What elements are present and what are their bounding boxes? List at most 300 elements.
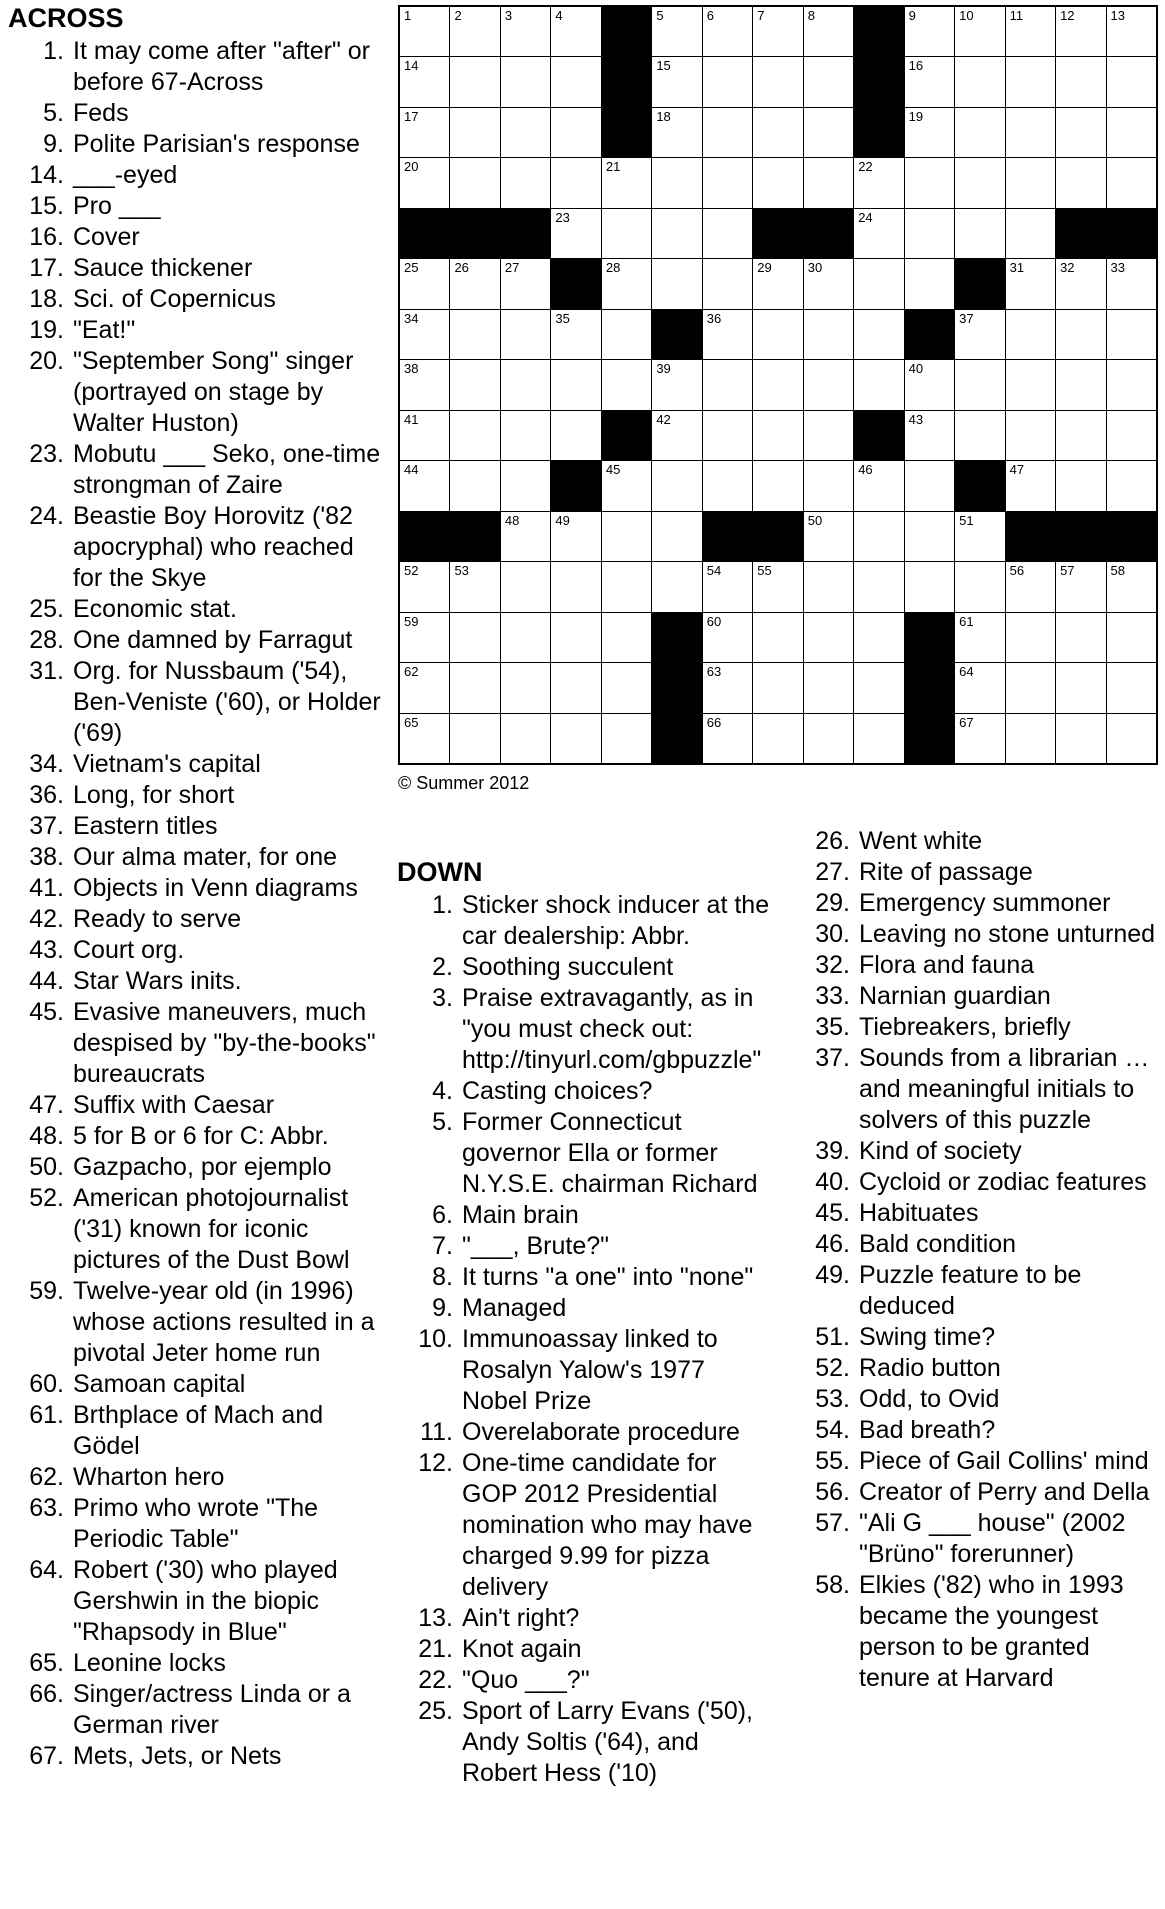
grid-cell[interactable] [955,158,1004,207]
grid-cell[interactable] [753,57,802,106]
clue-text: Mobutu ___ Seko, one-time strongman of Zaire [73,440,381,499]
clue-item [8,997,388,1090]
grid-block [652,310,701,359]
clue-number: 33. [815,982,850,1010]
grid-cell[interactable] [1006,461,1055,510]
grid-cell[interactable] [804,259,853,308]
clue-text: Court org. [73,936,185,964]
grid-cell[interactable] [703,714,752,763]
grid-cell[interactable] [955,411,1004,460]
cell-number: 14 [404,58,419,74]
clue-number: 28. [29,626,64,654]
grid-cell[interactable] [652,209,701,258]
grid-cell[interactable] [1006,108,1055,157]
clue-number: 63. [29,1494,64,1522]
cell-number: 57 [1060,563,1075,579]
grid-cell[interactable] [703,613,752,662]
clue-text: Our alma mater, for one [73,843,338,871]
grid-cell[interactable] [804,613,853,662]
grid-cell[interactable] [652,461,701,510]
cell-number: 21 [605,159,621,175]
grid-cell[interactable] [652,512,701,561]
grid-cell[interactable] [905,209,954,258]
clue-number: 16. [29,223,64,251]
clue-number: 37. [29,812,64,840]
grid-cell[interactable] [400,259,449,308]
clue-item [794,919,1164,950]
grid-cell[interactable] [905,411,954,460]
grid-cell[interactable] [1056,714,1105,763]
grid-cell[interactable] [804,461,853,510]
grid-cell[interactable] [1006,259,1055,308]
cell-number: 38 [404,361,419,377]
grid-cell[interactable] [905,7,954,56]
grid-block [551,461,600,510]
grid-cell[interactable] [703,411,752,460]
clue-text: Economic stat. [73,595,237,623]
grid-cell[interactable] [955,209,1004,258]
grid-cell[interactable] [551,714,600,763]
clue-number: 9. [43,130,64,158]
grid-cell[interactable] [551,360,600,409]
grid-cell[interactable] [703,209,752,258]
grid-cell[interactable] [501,158,550,207]
grid-cell[interactable] [1006,411,1055,460]
grid-cell[interactable] [1006,310,1055,359]
grid-cell[interactable] [1006,57,1055,106]
clue-text: Swing time? [859,1323,996,1351]
cell-number: 7 [757,8,765,23]
grid-cell[interactable] [400,7,449,56]
grid-cell[interactable] [551,562,600,611]
clue-item [397,1231,777,1262]
clue-item [397,1417,777,1448]
cell-number: 42 [656,411,671,427]
cell-number: 56 [1009,563,1025,579]
across-column [8,2,388,1772]
grid-cell[interactable] [400,310,449,359]
clue-number: 24. [29,502,64,530]
clue-item [397,1603,777,1634]
cell-number: 30 [807,260,823,276]
grid-cell[interactable] [501,512,550,561]
grid-cell[interactable] [804,7,853,56]
grid-cell[interactable] [703,310,752,359]
cell-number: 66 [706,714,722,730]
grid-cell[interactable] [1107,663,1156,712]
grid-cell[interactable] [1107,613,1156,662]
grid-cell[interactable] [804,512,853,561]
clue-text: Singer/actress Linda or a German river [73,1680,351,1739]
grid-cell[interactable] [501,57,550,106]
grid-cell[interactable] [703,663,752,712]
cell-number: 33 [1110,260,1125,276]
grid-cell[interactable] [450,411,499,460]
clue-number: 4. [432,1077,453,1105]
clue-number: 18. [29,285,64,313]
clue-number: 64. [29,1556,64,1584]
grid-cell[interactable] [450,108,499,157]
grid-cell[interactable] [652,57,701,106]
clue-item [397,1665,777,1696]
clue-item [794,1012,1164,1043]
grid-cell[interactable] [450,259,499,308]
grid-cell[interactable] [1056,7,1105,56]
grid-cell[interactable] [1056,562,1105,611]
grid-cell[interactable] [905,57,954,106]
grid-cell[interactable] [1056,57,1105,106]
grid-cell[interactable] [854,714,903,763]
clue-number: 2. [432,953,453,981]
crossword-grid [398,5,1158,765]
cell-number: 62 [404,664,419,680]
grid-cell[interactable] [501,360,550,409]
grid-cell[interactable] [955,108,1004,157]
grid-cell[interactable] [1006,360,1055,409]
grid-cell[interactable] [703,7,752,56]
grid-cell[interactable] [450,663,499,712]
cell-number: 8 [807,8,815,23]
clue-text: Evasive maneuvers, much despised by "by-the-books" bureaucrats [73,998,376,1088]
grid-cell[interactable] [703,259,752,308]
clue-text: "September Song" singer (portrayed on stage by Walter Huston) [73,347,354,437]
grid-cell[interactable] [1006,613,1055,662]
grid-cell[interactable] [450,310,499,359]
grid-block [854,57,903,106]
clue-text: Habituates [859,1199,979,1227]
grid-cell[interactable] [955,310,1004,359]
grid-cell[interactable] [1006,663,1055,712]
grid-cell[interactable] [905,562,954,611]
grid-cell[interactable] [753,714,802,763]
clue-item [794,1477,1164,1508]
clue-text: Sticker shock inducer at the car dealership: Abbr. [462,891,770,950]
grid-block [602,57,651,106]
grid-block [501,209,550,258]
clue-number: 8. [432,1263,453,1291]
grid-cell[interactable] [501,663,550,712]
clue-text: Polite Parisian's response [73,130,360,158]
grid-cell[interactable] [652,562,701,611]
grid-cell[interactable] [854,562,903,611]
grid-cell[interactable] [1056,360,1105,409]
grid-cell[interactable] [501,461,550,510]
grid-cell[interactable] [551,512,600,561]
grid-cell[interactable] [400,57,449,106]
grid-cell[interactable] [905,360,954,409]
clue-text: Vietnam's capital [73,750,261,778]
clue-text: Immunoassay linked to Rosalyn Yalow's 1977 Nobel Prize [462,1325,718,1415]
cell-number: 35 [555,310,570,326]
clue-item [8,1679,388,1741]
grid-cell[interactable] [955,360,1004,409]
clue-number: 40. [815,1168,850,1196]
grid-cell[interactable] [703,57,752,106]
grid-cell[interactable] [955,57,1004,106]
grid-block [753,512,802,561]
grid-cell[interactable] [1056,663,1105,712]
cell-number: 11 [1009,8,1024,23]
grid-cell[interactable] [602,714,651,763]
clue-text: Feds [73,99,129,127]
grid-cell[interactable] [804,411,853,460]
grid-cell[interactable] [905,461,954,510]
cell-number: 17 [404,108,419,124]
grid-block [905,714,954,763]
grid-cell[interactable] [854,663,903,712]
clue-text: Ain't right? [462,1604,580,1632]
grid-cell[interactable] [1107,461,1156,510]
grid-cell[interactable] [804,108,853,157]
clue-item [8,1369,388,1400]
clue-number: 34. [29,750,64,778]
grid-cell[interactable] [501,411,550,460]
grid-cell[interactable] [955,714,1004,763]
clue-item [8,284,388,315]
grid-cell[interactable] [400,714,449,763]
grid-cell[interactable] [551,108,600,157]
grid-cell[interactable] [450,7,499,56]
grid-cell[interactable] [753,360,802,409]
clue-number: 17. [29,254,64,282]
grid-cell[interactable] [1056,461,1105,510]
grid-cell[interactable] [1107,411,1156,460]
grid-cell[interactable] [753,158,802,207]
grid-cell[interactable] [652,411,701,460]
cell-number: 61 [959,613,974,629]
grid-cell[interactable] [804,562,853,611]
grid-cell[interactable] [1107,259,1156,308]
grid-cell[interactable] [400,562,449,611]
grid-cell[interactable] [703,461,752,510]
grid-cell[interactable] [400,158,449,207]
grid-cell[interactable] [501,310,550,359]
clue-item [794,1167,1164,1198]
grid-cell[interactable] [804,158,853,207]
clue-item [8,1152,388,1183]
grid-cell[interactable] [1107,57,1156,106]
clue-text: Eastern titles [73,812,218,840]
grid-block [1056,209,1105,258]
grid-cell[interactable] [804,714,853,763]
grid-cell[interactable] [450,714,499,763]
clue-number: 21. [418,1635,453,1663]
grid-cell[interactable] [1056,259,1105,308]
clue-text: 5 for B or 6 for C: Abbr. [73,1122,329,1150]
grid-cell[interactable] [905,259,954,308]
grid-cell[interactable] [602,512,651,561]
cell-number: 45 [605,462,621,478]
grid-cell[interactable] [1056,108,1105,157]
grid-cell[interactable] [905,108,954,157]
clue-number: 19. [29,316,64,344]
grid-cell[interactable] [703,360,752,409]
grid-cell[interactable] [905,158,954,207]
grid-cell[interactable] [1107,108,1156,157]
cell-number: 59 [404,613,419,629]
cell-number: 52 [404,563,419,579]
grid-cell[interactable] [1006,562,1055,611]
grid-cell[interactable] [400,613,449,662]
grid-cell[interactable] [753,663,802,712]
grid-cell[interactable] [1107,360,1156,409]
cell-number: 22 [858,159,873,175]
clue-number: 31. [29,657,64,685]
clue-item [8,439,388,501]
grid-cell[interactable] [1056,158,1105,207]
grid-cell[interactable] [854,461,903,510]
clue-text: One damned by Farragut [73,626,353,654]
grid-cell[interactable] [501,613,550,662]
cell-number: 15 [656,58,671,74]
grid-cell[interactable] [400,360,449,409]
grid-cell[interactable] [955,512,1004,561]
grid-block [652,714,701,763]
across-clue-list [8,36,388,1772]
grid-cell[interactable] [450,562,499,611]
grid-cell[interactable] [1107,310,1156,359]
grid-cell[interactable] [450,613,499,662]
grid-cell[interactable] [1056,310,1105,359]
down-clue-list [397,890,777,1789]
grid-cell[interactable] [753,7,802,56]
grid-cell[interactable] [450,158,499,207]
clue-text: Primo who wrote "The Periodic Table" [73,1494,319,1553]
clue-number: 49. [815,1261,850,1289]
clue-text: Suffix with Caesar [73,1091,275,1119]
grid-cell[interactable] [804,57,853,106]
clue-item [794,1229,1164,1260]
grid-cell[interactable] [753,461,802,510]
clue-text: Kind of society [859,1137,1022,1165]
grid-cell[interactable] [652,108,701,157]
grid-cell[interactable] [1107,714,1156,763]
grid-cell[interactable] [450,360,499,409]
grid-cell[interactable] [602,360,651,409]
grid-cell[interactable] [551,663,600,712]
grid-cell[interactable] [450,57,499,106]
grid-cell[interactable] [551,411,600,460]
grid-cell[interactable] [652,7,701,56]
clue-number: 43. [29,936,64,964]
grid-cell[interactable] [501,7,550,56]
grid-cell[interactable] [551,57,600,106]
grid-cell[interactable] [652,158,701,207]
cell-number: 29 [757,260,772,276]
grid-cell[interactable] [501,259,550,308]
grid-cell[interactable] [955,562,1004,611]
grid-cell[interactable] [854,613,903,662]
grid-cell[interactable] [854,209,903,258]
clue-item [794,1260,1164,1322]
grid-cell[interactable] [551,209,600,258]
grid-cell[interactable] [703,158,752,207]
grid-cell[interactable] [854,310,903,359]
grid-cell[interactable] [1006,714,1055,763]
clue-text: "___, Brute?" [462,1232,610,1260]
grid-cell[interactable] [703,108,752,157]
grid-cell[interactable] [905,512,954,561]
grid-cell[interactable] [753,310,802,359]
grid-cell[interactable] [551,310,600,359]
grid-cell[interactable] [602,663,651,712]
grid-cell[interactable] [450,461,499,510]
grid-cell[interactable] [753,613,802,662]
clue-number: 12. [418,1449,453,1477]
down-column [397,856,777,1789]
grid-cell[interactable] [804,663,853,712]
grid-cell[interactable] [1107,158,1156,207]
grid-cell[interactable] [955,7,1004,56]
grid-cell[interactable] [1107,562,1156,611]
grid-cell[interactable] [753,108,802,157]
clue-item [8,966,388,997]
grid-cell[interactable] [551,158,600,207]
grid-cell[interactable] [400,663,449,712]
clue-number: 36. [29,781,64,809]
grid-cell[interactable] [400,411,449,460]
grid-cell[interactable] [1006,209,1055,258]
grid-cell[interactable] [753,259,802,308]
grid-cell[interactable] [602,209,651,258]
clue-item [397,1324,777,1417]
grid-cell[interactable] [400,108,449,157]
grid-cell[interactable] [551,7,600,56]
grid-cell[interactable] [854,360,903,409]
clue-text: Gazpacho, por ejemplo [73,1153,332,1181]
grid-cell[interactable] [703,562,752,611]
grid-cell[interactable] [602,259,651,308]
clue-number: 59. [29,1277,64,1305]
grid-cell[interactable] [652,360,701,409]
grid-cell[interactable] [501,108,550,157]
grid-cell[interactable] [501,562,550,611]
grid-cell[interactable] [955,613,1004,662]
grid-cell[interactable] [400,461,449,510]
cell-number: 20 [404,159,419,175]
grid-cell[interactable] [1006,158,1055,207]
clue-number: 5. [432,1108,453,1136]
clue-text: Long, for short [73,781,235,809]
grid-cell[interactable] [804,310,853,359]
grid-cell[interactable] [854,259,903,308]
clue-text: It turns "a one" into "none" [462,1263,754,1291]
grid-cell[interactable] [753,411,802,460]
grid-cell[interactable] [753,562,802,611]
grid-block [602,411,651,460]
clue-text: Samoan capital [73,1370,246,1398]
clue-item [794,888,1164,919]
grid-cell[interactable] [501,714,550,763]
grid-cell[interactable] [1056,411,1105,460]
grid-cell[interactable] [602,461,651,510]
grid-cell[interactable] [1006,7,1055,56]
grid-cell[interactable] [854,158,903,207]
grid-cell[interactable] [551,613,600,662]
grid-cell[interactable] [804,360,853,409]
grid-cell[interactable] [602,310,651,359]
grid-cell[interactable] [652,259,701,308]
clue-text: Org. for Nussbaum ('54), Ben-Veniste ('60), or Holder ('69) [73,657,381,747]
grid-cell[interactable] [602,562,651,611]
grid-cell[interactable] [602,158,651,207]
grid-cell[interactable] [602,613,651,662]
grid-cell[interactable] [854,512,903,561]
grid-cell[interactable] [1056,613,1105,662]
grid-cell[interactable] [955,663,1004,712]
clue-item [8,1183,388,1276]
grid-cell[interactable] [1107,7,1156,56]
